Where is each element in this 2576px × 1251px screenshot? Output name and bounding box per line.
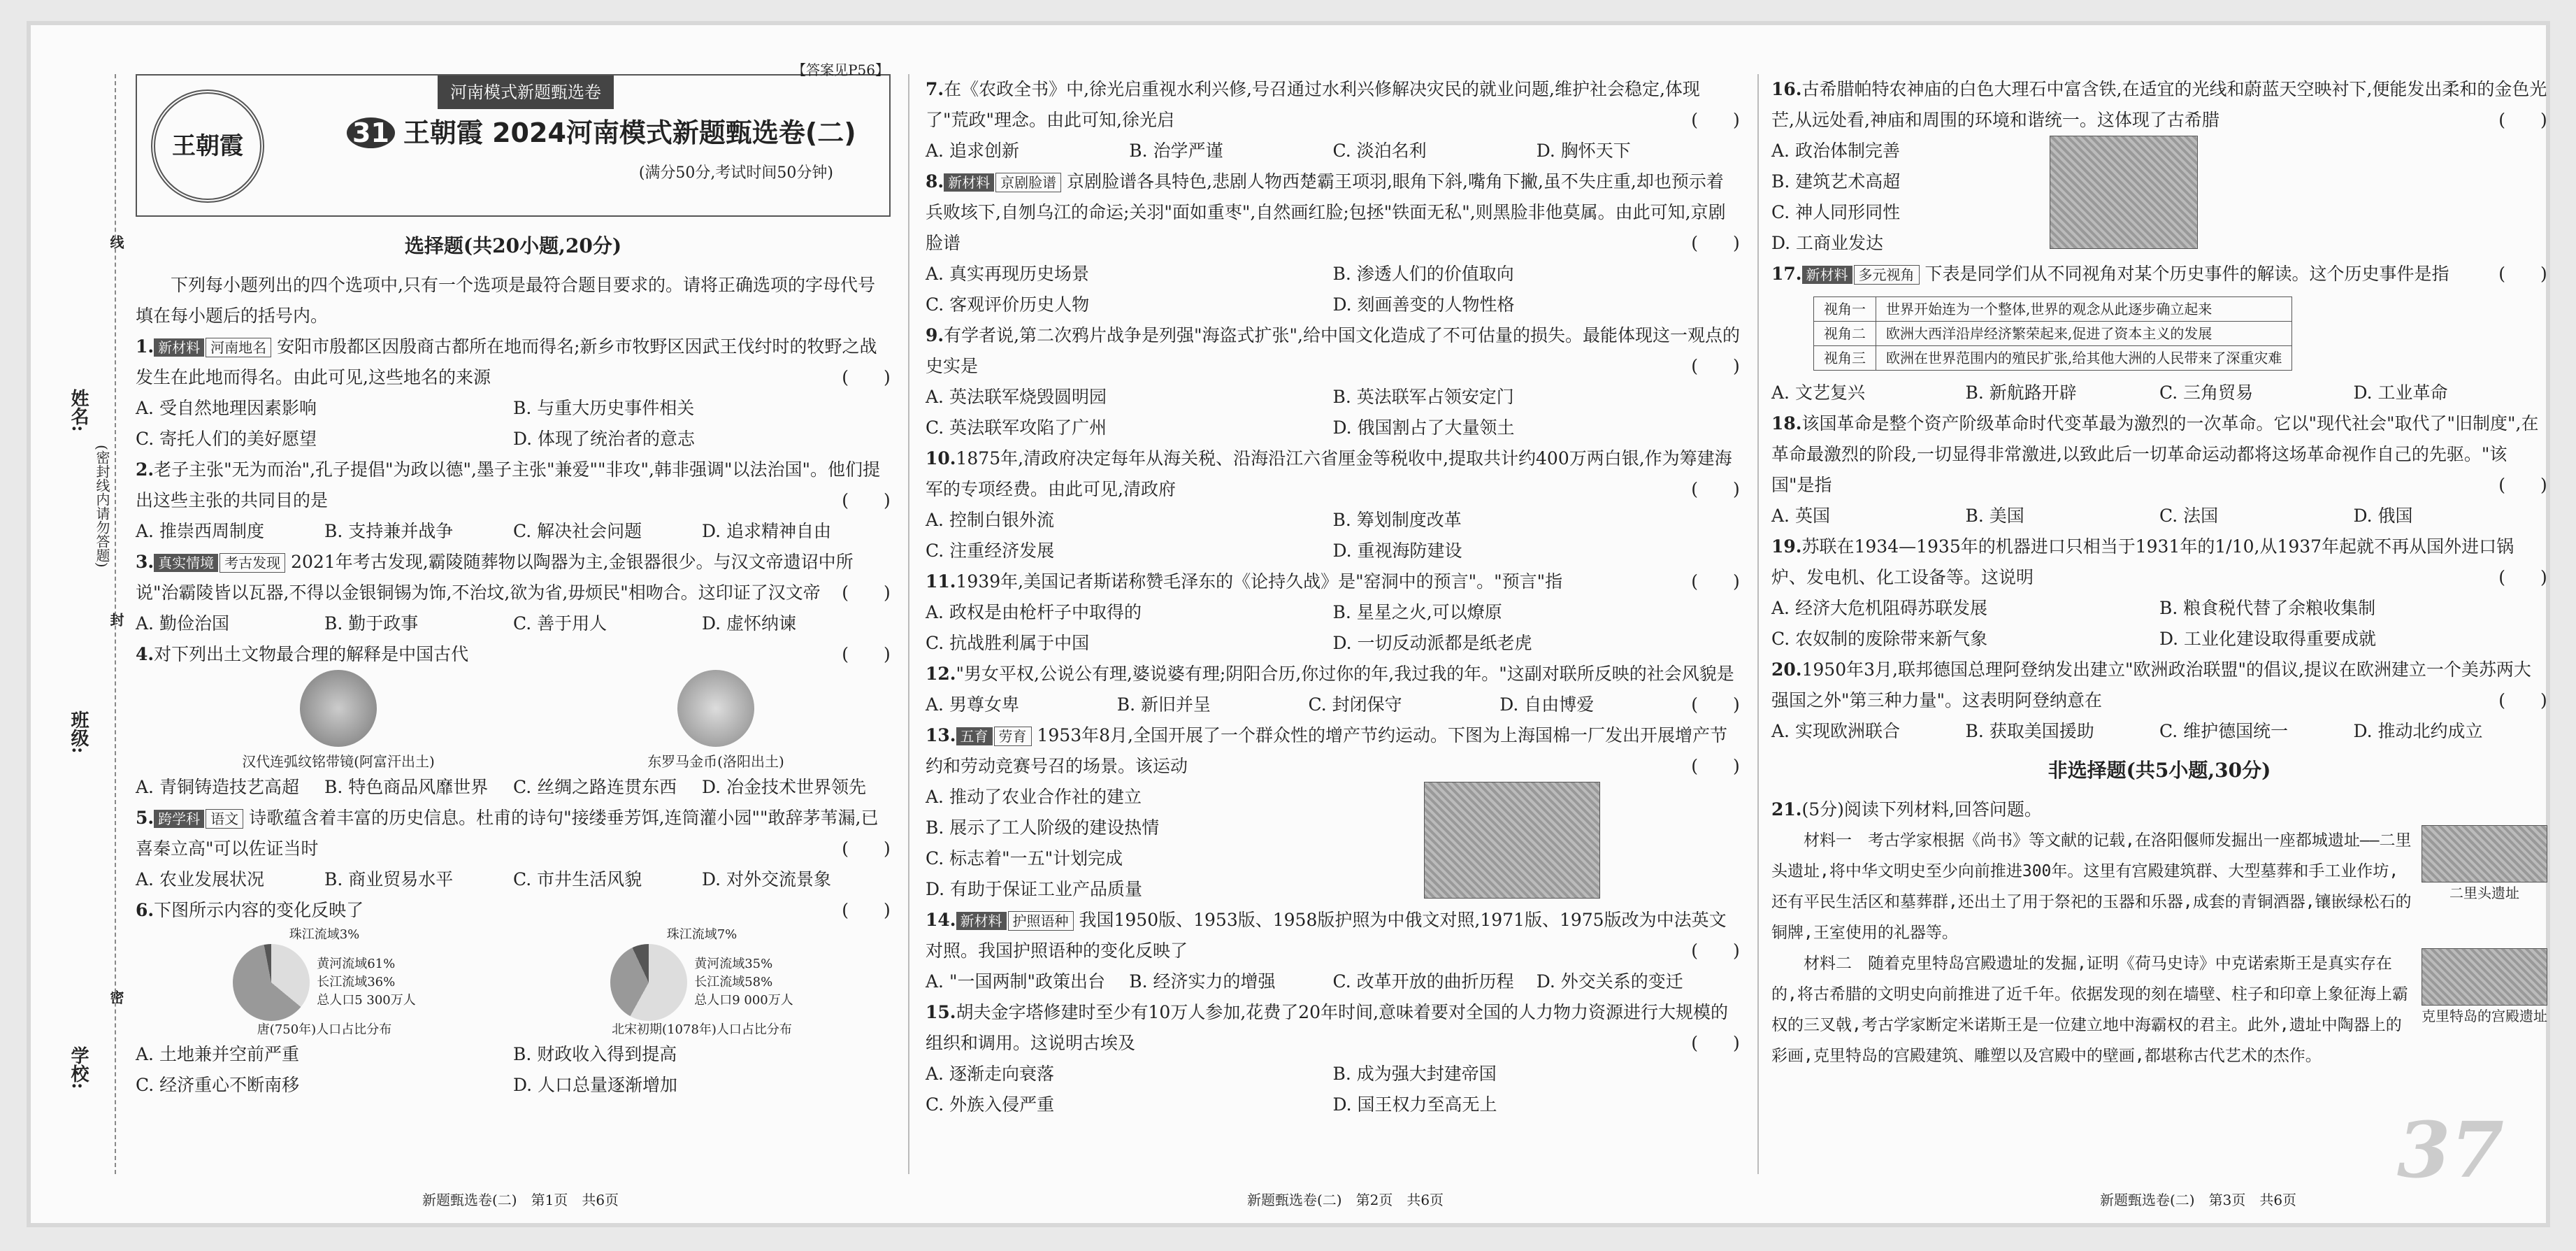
q12-text: "男女平权,公说公有理,婆说婆有理;阴阳合历,你过你的年,我过我的年。"这副对联所反映的社会风貌是 bbox=[956, 664, 1734, 684]
q16-opt-c: C. 神人同形同性 bbox=[1771, 202, 1901, 222]
q20-text: 1950年3月,联邦德国总理阿登纳发出建立"欧洲政治联盟"的倡议,提议在欧洲建立一个美苏两大强国之外"第三种力量"。这表明阿登纳意在 bbox=[1771, 659, 2531, 710]
q1-tag-b: 河南地名 bbox=[206, 338, 271, 357]
q13-opt-d: D. 有助于保证工业产品质量 bbox=[926, 879, 1143, 899]
answer-blank[interactable]: ( ) bbox=[1691, 356, 1740, 376]
question-16 bbox=[1771, 74, 2547, 259]
q7-opt-a: A. 追求创新 bbox=[926, 141, 1019, 161]
q1-opt-b: B. 与重大历史事件相关 bbox=[513, 398, 695, 418]
q11-number: 11. bbox=[926, 571, 956, 592]
q19-opt-a: A. 经济大危机阻碍苏联发展 bbox=[1771, 598, 1987, 618]
pie1-graphic bbox=[233, 944, 310, 1021]
q9-opt-d: D. 俄国割占了大量领土 bbox=[1332, 417, 1515, 438]
perspective-table bbox=[1813, 296, 2292, 371]
q6-opt-b: B. 财政收入得到提高 bbox=[513, 1044, 677, 1064]
q13-opt-b: B. 展示了工人阶级的建设热情 bbox=[926, 817, 1160, 838]
q1-opt-d: D. 体现了统治者的意志 bbox=[513, 429, 696, 449]
q21-material-2: 材料二 随着克里特岛宫殿遗址的发掘,证明《荷马史诗》中克诺索斯王是真实存在的,将古希腊的文明史向前推进了近千年。依据发现的刻在墙壁、柱子和印章上象征海上霸权的三叉戟,考古学家断定米诺斯王是一位建立地中海霸权的君主。此外,遗址中陶器上的彩画,克里特岛的宫殿建筑、雕塑以及宫殿中的壁画,都堪称古代艺术的杰作。 bbox=[1771, 955, 2408, 1065]
answer-blank[interactable]: ( ) bbox=[842, 490, 891, 510]
q1-tag-a: 新材料 bbox=[154, 338, 204, 357]
view-label-2: 视角二 bbox=[1814, 322, 1876, 346]
q8-opt-a: A. 真实再现历史场景 bbox=[926, 264, 1089, 284]
q17-opt-c: C. 三角贸易 bbox=[2159, 383, 2254, 403]
q15-opt-b: B. 成为强大封建帝国 bbox=[1332, 1064, 1497, 1084]
q14-tag-a: 新材料 bbox=[956, 912, 1007, 930]
answer-blank[interactable]: ( ) bbox=[1691, 479, 1740, 499]
answer-blank[interactable]: ( ) bbox=[842, 582, 891, 603]
q12-opt-b: B. 新旧并呈 bbox=[1116, 694, 1211, 715]
q15-opt-c: C. 外族入侵严重 bbox=[926, 1094, 1055, 1115]
exam-subtitle: (满分50分,考试时间50分钟) bbox=[638, 164, 833, 182]
q13-opt-a: A. 推动了农业合作社的建立 bbox=[926, 787, 1142, 807]
q14-text: 我国1950版、1953版、1958版护照为中俄文对照,1971版、1975版改为中法英文对照。我国护照语种的变化反映了 bbox=[926, 910, 1727, 961]
pie1-top-label: 珠江流域3% bbox=[289, 927, 360, 942]
seal-mark-1: 线 bbox=[108, 235, 124, 249]
pie2-label-b: 长江流域58% bbox=[694, 975, 773, 989]
question-10 bbox=[926, 443, 1740, 566]
q8-number: 8. bbox=[926, 171, 944, 192]
answer-blank[interactable]: ( ) bbox=[2498, 475, 2547, 495]
q7-number: 7. bbox=[926, 79, 944, 99]
q2-opt-a: A. 推崇西周制度 bbox=[136, 521, 264, 541]
q10-text: 1875年,清政府决定每年从海关税、沿海沿江六省厘金等税收中,提取共计约400万两白银,作为筹建海军的专项经费。由此可见,清政府 bbox=[926, 448, 1732, 499]
q14-tag-b: 护照语种 bbox=[1008, 911, 1074, 931]
pie2-label-a: 黄河流域35% bbox=[694, 957, 773, 971]
q20-opt-d: D. 推动北约成立 bbox=[2353, 721, 2483, 741]
question-3 bbox=[136, 547, 891, 639]
q18-number: 18. bbox=[1771, 413, 1802, 434]
q18-opt-d: D. 俄国 bbox=[2353, 506, 2413, 526]
brand-logo: 王朝霞 bbox=[151, 90, 264, 203]
q9-opt-c: C. 英法联军攻陷了广州 bbox=[926, 417, 1107, 438]
question-17 bbox=[1771, 259, 2547, 408]
q5-opt-c: C. 市井生活风貌 bbox=[513, 869, 642, 889]
table-row bbox=[1814, 322, 2292, 346]
class-label: 班级: bbox=[68, 710, 89, 754]
q14-opt-a: A. "一国两制"政策出台 bbox=[926, 971, 1105, 992]
q21-material-1: 材料一 考古学家根据《尚书》等文献的记载,在洛阳偃师发掘出一座都城遗址——二里头遗址,将中华文明史至少向前推进300年。这里有宫殿建筑群、大型墓葬和手工业作坊,还有平民生活区和墓葬群,还出土了用于祭祀的玉器和乐器,成套的青铜酒器,镶嵌绿松石的铜牌,王室使用的礼器等。 bbox=[1771, 831, 2412, 942]
footer-page-1: 新题甄选卷(二) 第1页 共6页 bbox=[422, 1192, 619, 1208]
q4-opt-b: B. 特色商品风靡世界 bbox=[324, 777, 489, 797]
question-8 bbox=[926, 166, 1740, 320]
q19-text: 苏联在1934—1935年的机器进口只相当于1931年的1/10,从1937年起就不再从国外进口锅炉、发电机、化工设备等。这说明 bbox=[1771, 536, 2514, 587]
q5-tag-a: 跨学科 bbox=[154, 810, 204, 828]
q4-opt-d: D. 冶金技术世界领先 bbox=[702, 777, 867, 797]
exam-header bbox=[136, 62, 891, 217]
question-21 bbox=[1771, 794, 2547, 1071]
q13-tag-b: 劳育 bbox=[994, 727, 1032, 746]
q3-opt-b: B. 勤于政事 bbox=[324, 613, 419, 634]
q9-number: 9. bbox=[926, 325, 944, 345]
answer-blank[interactable]: ( ) bbox=[1691, 110, 1740, 130]
exam-number: 31 bbox=[347, 117, 395, 148]
q12-opt-a: A. 男尊女卑 bbox=[926, 694, 1019, 715]
view-text-2: 欧洲大西洋沿岸经济繁荣起来,促进了资本主义的发展 bbox=[1876, 322, 2292, 346]
q6-number: 6. bbox=[136, 900, 154, 920]
q16-opt-b: B. 建筑艺术高超 bbox=[1771, 171, 1901, 192]
view-text-3: 欧洲在世界范围内的殖民扩张,给其他大洲的人民带来了深重灾难 bbox=[1876, 346, 2292, 371]
q7-opt-d: D. 胸怀天下 bbox=[1536, 141, 1631, 161]
pie2-total: 总人口9 000万人 bbox=[694, 993, 793, 1008]
question-20 bbox=[1771, 655, 2547, 747]
q8-opt-b: B. 渗透人们的价值取向 bbox=[1332, 264, 1514, 284]
pie2-top-label: 珠江流域7% bbox=[666, 927, 737, 942]
table-row bbox=[1814, 346, 2292, 371]
q3-tag-b: 考古发现 bbox=[220, 553, 285, 573]
name-label: 姓名: bbox=[68, 389, 89, 432]
q16-number: 16. bbox=[1771, 79, 1802, 99]
section-title-choice: 选择题(共20小题,20分) bbox=[404, 234, 622, 257]
q15-text: 胡夫金字塔修建时至少有10万人参加,花费了20年时间,意味着要对全国的人力物力资源进行大规模的组织和调用。这说明古埃及 bbox=[926, 1002, 1729, 1053]
footer-page-2: 新题甄选卷(二) 第2页 共6页 bbox=[1247, 1192, 1444, 1208]
q5-opt-d: D. 对外交流景象 bbox=[702, 869, 832, 889]
q5-opt-a: A. 农业发展状况 bbox=[136, 869, 264, 889]
exam-title bbox=[347, 117, 856, 148]
seal-mark-3: 密 bbox=[108, 990, 124, 1004]
q2-opt-d: D. 追求精神自由 bbox=[702, 521, 832, 541]
pie1-caption: 唐(750年)人口占比分布 bbox=[257, 1022, 392, 1037]
q10-opt-b: B. 筹划制度改革 bbox=[1332, 510, 1462, 530]
binding-note: (密封线内请勿答题) bbox=[94, 445, 110, 568]
question-4 bbox=[136, 639, 891, 803]
answer-blank[interactable]: ( ) bbox=[1691, 233, 1740, 253]
q13-tag-a: 五育 bbox=[956, 727, 993, 745]
q21-text: (5分)阅读下列材料,回答问题。 bbox=[1801, 799, 2042, 820]
q17-number: 17. bbox=[1771, 264, 1802, 284]
exam-title-text: 王朝霞 2024河南模式新题甄选卷(二) bbox=[403, 117, 856, 148]
q2-opt-c: C. 解决社会问题 bbox=[513, 521, 642, 541]
q21-caption-1: 二里头遗址 bbox=[2449, 885, 2519, 901]
footer-page-3: 新题甄选卷(二) 第3页 共6页 bbox=[2100, 1192, 2297, 1208]
question-18 bbox=[1771, 408, 2547, 531]
answer-blank[interactable]: ( ) bbox=[2498, 110, 2547, 130]
q5-opt-b: B. 商业贸易水平 bbox=[324, 869, 454, 889]
column-2 bbox=[926, 74, 1740, 1120]
q11-opt-b: B. 星星之火,可以燎原 bbox=[1332, 602, 1502, 622]
section-title-nonchoice: 非选择题(共5小题,30分) bbox=[2048, 759, 2271, 782]
answer-blank[interactable]: ( ) bbox=[842, 900, 891, 920]
q6-opt-c: C. 经济重心不断南移 bbox=[136, 1075, 300, 1095]
q14-opt-d: D. 外交关系的变迁 bbox=[1536, 971, 1683, 992]
pie1-total: 总人口5 300万人 bbox=[317, 993, 416, 1008]
q16-opt-d: D. 工商业发达 bbox=[1771, 233, 1884, 253]
exam-page bbox=[27, 21, 2550, 1227]
q11-opt-c: C. 抗战胜利属于中国 bbox=[926, 633, 1090, 653]
q17-opt-d: D. 工业革命 bbox=[2353, 383, 2448, 403]
q17-text: 下表是同学们从不同视角对某个历史事件的解读。这个历史事件是指 bbox=[1924, 264, 2449, 284]
q4-caption-2: 东罗马金币(洛阳出土) bbox=[647, 753, 784, 770]
q1-opt-c: C. 寄托人们的美好愿望 bbox=[136, 429, 317, 449]
table-row bbox=[1814, 297, 2292, 322]
q17-opt-a: A. 文艺复兴 bbox=[1771, 383, 1865, 403]
q20-opt-b: B. 获取美国援助 bbox=[1965, 721, 2094, 741]
factory-rally-photo bbox=[1424, 782, 1600, 899]
q17-opt-b: B. 新航路开辟 bbox=[1965, 383, 2077, 403]
q19-opt-d: D. 工业化建设取得重要成就 bbox=[2159, 629, 2377, 649]
question-12 bbox=[926, 659, 1740, 720]
question-2 bbox=[136, 455, 891, 547]
q18-opt-c: C. 法国 bbox=[2159, 506, 2219, 526]
column-1 bbox=[136, 62, 891, 1101]
q4-caption-1: 汉代连弧纹铭带镜(阿富汗出土) bbox=[242, 753, 435, 770]
q12-opt-c: C. 封闭保守 bbox=[1308, 694, 1402, 715]
question-6 bbox=[136, 895, 891, 1101]
q19-opt-c: C. 农奴制的废除带来新气象 bbox=[1771, 629, 1988, 649]
answer-blank[interactable]: ( ) bbox=[842, 367, 891, 387]
q4-text: 对下列出土文物最合理的解释是中国古代 bbox=[154, 644, 469, 664]
q8-tag-a: 新材料 bbox=[944, 173, 994, 192]
column-3 bbox=[1771, 74, 2547, 1071]
q14-opt-b: B. 经济实力的增强 bbox=[1129, 971, 1276, 992]
q7-opt-b: B. 治学严谨 bbox=[1129, 141, 1223, 161]
q4-number: 4. bbox=[136, 644, 154, 664]
answer-reference: 【答案见P56】 bbox=[792, 62, 889, 78]
answer-blank[interactable]: ( ) bbox=[1691, 941, 1740, 961]
question-7 bbox=[926, 74, 1740, 166]
pie1-label-a: 黄河流域61% bbox=[317, 957, 396, 971]
pie2-caption: 北宋初期(1078年)人口占比分布 bbox=[612, 1022, 792, 1037]
question-13 bbox=[926, 720, 1740, 905]
column-divider-1 bbox=[908, 74, 909, 1174]
q13-number: 13. bbox=[926, 725, 956, 745]
q11-opt-d: D. 一切反动派都是纸老虎 bbox=[1332, 633, 1532, 653]
pie2-graphic bbox=[610, 944, 687, 1021]
school-label: 学校: bbox=[68, 1046, 89, 1089]
question-5 bbox=[136, 803, 891, 895]
q5-text: 诗歌蕴含着丰富的历史信息。杜甫的诗句"接缕垂芳饵,连筒灌小园""敢辞茅苇漏,已喜秦立高"可以佐证当时 bbox=[136, 808, 879, 859]
q15-number: 15. bbox=[926, 1002, 956, 1022]
seal-mark-2: 封 bbox=[108, 613, 124, 627]
column-divider-2 bbox=[1757, 74, 1759, 1174]
view-label-1: 视角一 bbox=[1814, 297, 1876, 322]
q16-opt-a: A. 政治体制完善 bbox=[1771, 141, 1900, 161]
q4-opt-c: C. 丝绸之路连贯东西 bbox=[513, 777, 677, 797]
q21-number: 21. bbox=[1771, 799, 1802, 820]
q9-opt-a: A. 英法联军烧毁圆明园 bbox=[926, 387, 1107, 407]
q2-text: 老子主张"无为而治",孔子提倡"为政以德",墨子主张"兼爱""非攻",韩非强调"以法治国"。他们提出这些主张的共同目的是 bbox=[136, 459, 880, 510]
q2-number: 2. bbox=[136, 459, 154, 480]
answer-blank[interactable]: ( ) bbox=[1691, 1033, 1740, 1053]
answer-blank[interactable]: ( ) bbox=[842, 838, 891, 859]
q3-opt-a: A. 勤俭治国 bbox=[136, 613, 229, 634]
q1-opt-a: A. 受自然地理因素影响 bbox=[136, 398, 317, 418]
parthenon-photo bbox=[2050, 136, 2198, 249]
q3-number: 3. bbox=[136, 552, 154, 572]
book-page-number: 37 bbox=[2396, 1105, 2504, 1195]
q3-opt-c: C. 善于用人 bbox=[513, 613, 607, 634]
bronze-mirror-image bbox=[300, 670, 377, 747]
q21-caption-2: 克里特岛的宫殿遗址 bbox=[2422, 1008, 2547, 1024]
q7-opt-c: C. 淡泊名利 bbox=[1332, 141, 1427, 161]
q20-opt-c: C. 维护德国统一 bbox=[2159, 721, 2289, 741]
q11-text: 1939年,美国记者斯诺称赞毛泽东的《论持久战》是"窑洞中的预言"。"预言"指 bbox=[956, 571, 1563, 592]
answer-blank[interactable]: ( ) bbox=[2498, 567, 2547, 587]
q3-tag-a: 真实情境 bbox=[154, 554, 218, 572]
pie-chart-tang bbox=[233, 926, 416, 1039]
q1-number: 1. bbox=[136, 336, 154, 357]
q1-text: 安阳市殷都区因殷商古都所在地而得名;新乡市牧野区因武王伐纣时的牧野之战发生在此地而得名。由此可见,这些地名的来源 bbox=[136, 336, 877, 387]
question-1 bbox=[136, 331, 891, 455]
q19-opt-b: B. 粮食税代替了余粮收集制 bbox=[2159, 598, 2376, 618]
section-intro: 下列每小题列出的四个选项中,只有一个选项是最符合题目要求的。请将正确选项的字母代号填在每小题后的括号内。 bbox=[136, 275, 875, 326]
q8-opt-c: C. 客观评价历史人物 bbox=[926, 294, 1090, 315]
q20-number: 20. bbox=[1771, 659, 1802, 680]
q6-text: 下图所示内容的变化反映了 bbox=[154, 900, 364, 920]
question-15 bbox=[926, 997, 1740, 1120]
q14-opt-c: C. 改革开放的曲折历程 bbox=[1332, 971, 1514, 992]
q20-opt-a: A. 实现欧洲联合 bbox=[1771, 721, 1900, 741]
q5-tag-b: 语文 bbox=[206, 809, 243, 829]
gold-coin-image bbox=[677, 670, 754, 747]
q12-number: 12. bbox=[926, 664, 956, 684]
q2-opt-b: B. 支持兼并战争 bbox=[324, 521, 454, 541]
erlitou-photo bbox=[2422, 825, 2547, 882]
view-text-1: 世界开始连为一个整体,世界的观念从此逐步确立起来 bbox=[1876, 297, 2292, 322]
q17-tag-a: 新材料 bbox=[1802, 266, 1852, 284]
q15-opt-d: D. 国王权力至高无上 bbox=[1332, 1094, 1497, 1115]
view-label-3: 视角三 bbox=[1814, 346, 1876, 371]
q8-tag-b: 京剧脸谱 bbox=[995, 173, 1061, 192]
pie1-label-b: 长江流域36% bbox=[317, 975, 396, 989]
question-11 bbox=[926, 566, 1740, 659]
question-9 bbox=[926, 320, 1740, 443]
q8-text: 京剧脸谱各具特色,悲剧人物西楚霸王项羽,眼角下斜,嘴角下撇,虽不失庄重,却也预示着兵败垓下,自刎乌江的命运;关羽"面如重枣",自然画红脸;包拯"铁面无私",则黑脸非他莫属。由此可知,京剧脸谱 bbox=[926, 171, 1726, 253]
q5-number: 5. bbox=[136, 808, 154, 828]
answer-blank[interactable]: ( ) bbox=[842, 644, 891, 664]
q18-opt-a: A. 英国 bbox=[1771, 506, 1830, 526]
q12-opt-d: D. 自由博爱 bbox=[1499, 694, 1595, 715]
q13-text: 1953年8月,全国开展了一个群众性的增产节约运动。下图为上海国棉一厂发出开展增产节约和劳动竞赛号召的场景。该运动 bbox=[926, 725, 1727, 776]
q9-opt-b: B. 英法联军占领安定门 bbox=[1332, 387, 1514, 407]
answer-blank[interactable]: ( ) bbox=[2498, 264, 2547, 284]
q9-text: 有学者说,第二次鸦片战争是列强"海盗式扩张",给中国文化造成了不可估量的损失。最能体现这一观点的史实是 bbox=[926, 325, 1741, 376]
q10-opt-d: D. 重视海防建设 bbox=[1332, 541, 1462, 561]
q13-opt-c: C. 标志着"一五"计划完成 bbox=[926, 848, 1123, 868]
binding-line bbox=[115, 74, 116, 1174]
q7-text: 在《农政全书》中,徐光启重视水利兴修,号召通过水利兴修解决灾民的就业问题,维护社会稳定,体现了"荒政"理念。由此可知,徐光启 bbox=[926, 79, 1700, 130]
pie-chart-song bbox=[610, 926, 793, 1039]
q18-text: 该国革命是整个资产阶级革命时代变革最为激烈的一次革命。它以"现代社会"取代了"旧制度",在革命最激烈的阶段,一切显得非常激进,以致此后一切革命运动都将这场革命视作自己的先驱。"该国"是指 bbox=[1771, 413, 2539, 495]
q10-opt-c: C. 注重经济发展 bbox=[926, 541, 1055, 561]
question-14 bbox=[926, 905, 1740, 997]
q6-opt-a: A. 土地兼并空前严重 bbox=[136, 1044, 299, 1064]
q15-opt-a: A. 逐渐走向衰落 bbox=[926, 1064, 1054, 1084]
answer-blank[interactable]: ( ) bbox=[1691, 571, 1740, 592]
q16-text: 古希腊帕特农神庙的白色大理石中富含铁,在适宜的光线和蔚蓝天空映衬下,便能发出柔和的金色光芒,从远处看,神庙和周围的环境和谐统一。这体现了古希腊 bbox=[1771, 79, 2547, 130]
answer-blank[interactable]: ( ) bbox=[1691, 756, 1740, 776]
q3-text: 2021年考古发现,霸陵随葬物以陶器为主,金银器很少。与汉文帝遗诏中所说"治霸陵皆以瓦器,不得以金银铜锡为饰,不治坟,欲为省,毋烦民"相吻合。这印证了汉文帝 bbox=[136, 552, 854, 603]
question-19 bbox=[1771, 531, 2547, 655]
q10-opt-a: A. 控制白银外流 bbox=[926, 510, 1054, 530]
q18-opt-b: B. 美国 bbox=[1965, 506, 2024, 526]
q6-opt-d: D. 人口总量逐渐增加 bbox=[513, 1075, 678, 1095]
q14-number: 14. bbox=[926, 910, 956, 930]
q8-opt-d: D. 刻画善变的人物性格 bbox=[1332, 294, 1515, 315]
q10-number: 10. bbox=[926, 448, 956, 469]
q17-tag-b: 多元视角 bbox=[1854, 265, 1920, 285]
q4-opt-a: A. 青铜铸造技艺高超 bbox=[136, 777, 299, 797]
q3-opt-d: D. 虚怀纳谏 bbox=[702, 613, 797, 634]
q11-opt-a: A. 政权是由枪杆子中取得的 bbox=[926, 602, 1142, 622]
answer-blank[interactable]: ( ) bbox=[1691, 694, 1740, 715]
header-banner: 河南模式新题甄选卷 bbox=[438, 76, 614, 109]
q19-number: 19. bbox=[1771, 536, 1802, 557]
crete-palace-photo bbox=[2422, 948, 2547, 1006]
answer-blank[interactable]: ( ) bbox=[2498, 690, 2547, 710]
binding-margin bbox=[31, 25, 124, 1223]
